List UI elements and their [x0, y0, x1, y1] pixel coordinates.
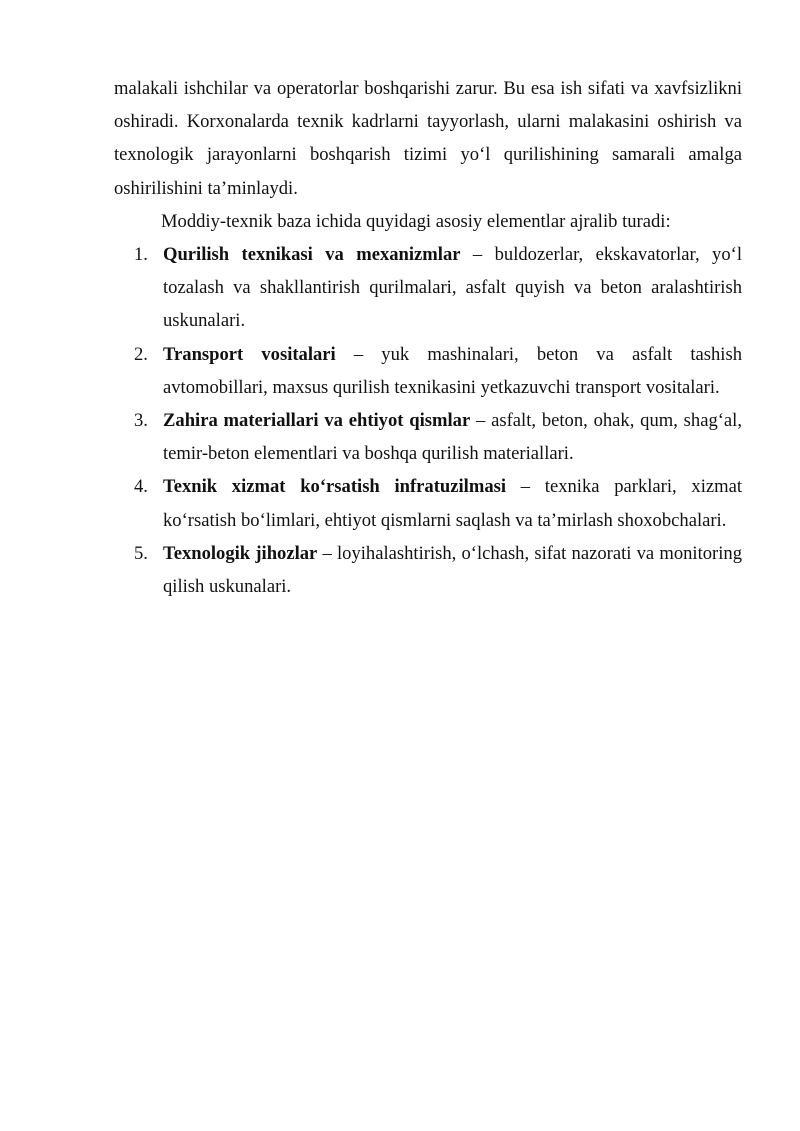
paragraph-elements-intro: Moddiy-texnik baza ichida quyidagi asosiy elementlar ajralib turadi: [161, 210, 671, 232]
list-item-text: – loyihalashtirish, o‘lchash, sifat nazorati va monitoring qilish uskunalari. [163, 542, 742, 598]
list-item [114, 238, 742, 338]
list-item-text: – yuk mashinalari, beton va asfalt tashish avtomobillari, maxsus qurilish texnikasini yetkazuvchi transport vositalari. [163, 343, 743, 398]
list-item-number: 3. [134, 410, 148, 432]
paragraph-intro: malakali ishchilar va operatorlar boshqarishi zarur. Bu esa ish sifati va xavfsizlikni oshiradi. Korxonalarda texnik kadrlarni tayyorlash, ularni malakasini oshirish va texnologik jarayonlarni boshqarish tizimi yo‘l qurilishining samarali amalga oshirilishini ta’minlaydi. [114, 78, 742, 199]
list-item [114, 338, 742, 404]
list-item-term: Texnik xizmat ko‘rsatish infratuzilmasi [163, 476, 507, 498]
elements-list [114, 238, 742, 603]
list-item-number: 2. [134, 343, 148, 365]
document-page [114, 72, 742, 603]
list-item [114, 404, 742, 470]
list-item-text: – asfalt, beton, ohak, qum, shag‘al, temir-beton elementlari va boshqa qurilish materiallari. [163, 410, 742, 465]
list-item-term: Texnologik jihozlar [163, 542, 318, 564]
list-item-term: Zahira materiallari va ehtiyot qismlar [163, 410, 471, 432]
list-item-number: 1. [134, 244, 148, 266]
list-item [114, 470, 742, 536]
list-item-text: – texnika parklari, xizmat ko‘rsatish bo‘limlari, ehtiyot qismlarni saqlash va ta’mirlash shoxobchalari. [163, 476, 742, 531]
list-item-text: – buldozerlar, ekskavatorlar, yo‘l tozalash va shakllantirish qurilmalari, asfalt quyish va beton aralashtirish uskunalari. [163, 244, 742, 332]
list-item-term: Transport vositalari [163, 343, 336, 365]
list-item [114, 537, 742, 603]
list-item-term: Qurilish texnikasi va mexanizmlar [163, 244, 461, 266]
list-item-number: 4. [134, 476, 148, 498]
list-item-number: 5. [134, 542, 148, 564]
